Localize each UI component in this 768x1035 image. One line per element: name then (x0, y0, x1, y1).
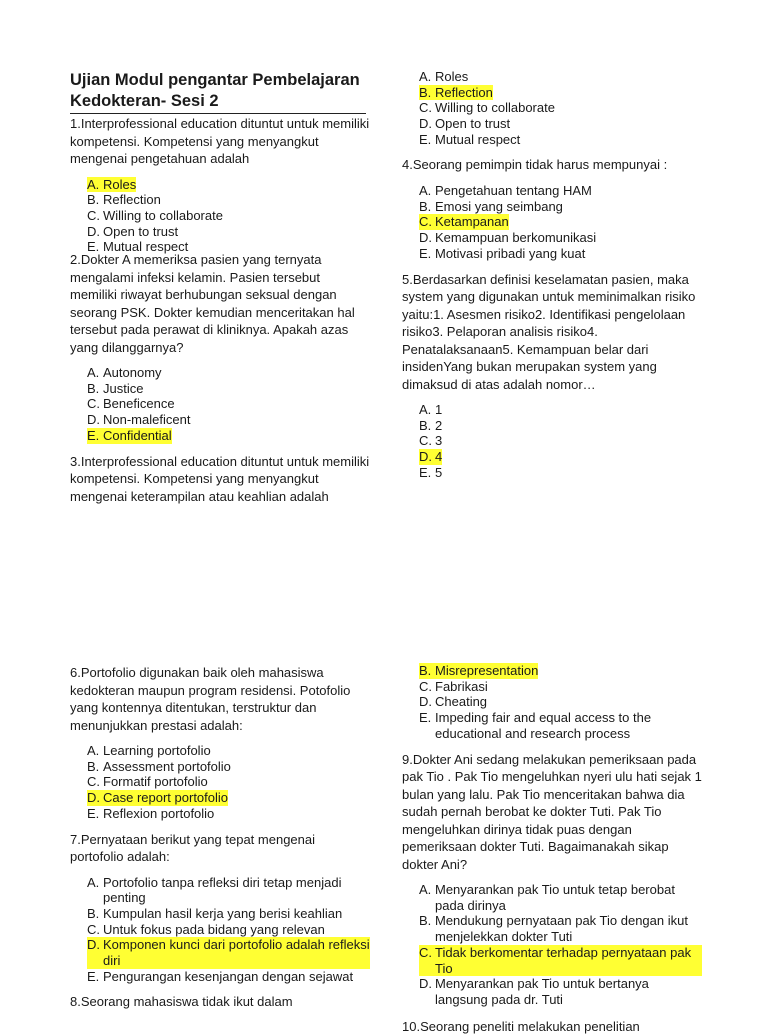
document-title: Ujian Modul pengantar Pembelajaran Kedokteran- Sesi 2 (70, 70, 366, 114)
option-text: 5 (435, 464, 443, 480)
answer-option (419, 710, 702, 741)
page1-right-column (402, 69, 702, 481)
option-letter: D. (419, 694, 432, 710)
option-text: Motivasi pribadi yang kuat (435, 245, 586, 261)
option-text: Autonomy (103, 365, 162, 381)
option-text: Open to trust (103, 223, 179, 239)
question-6: 6.Portofolio digunakan baik oleh mahasiswa kedokteran maupun program residensi. Potofolio yang kontennya ditentukan, terstruktur dan menunjukkan prestasi adalah: (70, 665, 351, 733)
option-text: Open to trust (435, 116, 511, 132)
option-letter: D. (87, 790, 103, 806)
option-letter: C. (419, 433, 432, 449)
option-text: Beneficence (103, 396, 175, 412)
option-letter: B. (419, 663, 435, 679)
option-letter: A. (87, 743, 100, 758)
option-text: 1 (435, 402, 443, 418)
option-letter: A. (87, 874, 100, 890)
option-text: Reflexion portofolio (103, 805, 215, 821)
question-1: 1.Interprofessional education dituntut untuk memiliki kompetensi. Kompetensi yang menyangkut mengenai pengetahuan adalah (70, 116, 370, 166)
option-letter: C. (87, 207, 100, 223)
answer-option-highlighted (419, 85, 702, 101)
answer-option (419, 465, 702, 481)
question-3: 3.Interprofessional education dituntut untuk memiliki kompetensi. Kompetensi yang menyangkut mengenai keterampilan atau keahlian adalah (70, 453, 370, 504)
option-text: Willing to collaborate (103, 207, 223, 223)
answer-option (419, 116, 702, 132)
option-text: Roles (103, 176, 137, 192)
answer-option (419, 402, 702, 418)
option-letter: B. (419, 417, 432, 433)
answer-option (87, 208, 370, 224)
question-9: 9.Dokter Ani sedang melakukan pemeriksaan pada pak Tio . Pak Tio mengeluhkan nyeri ulu hati sejak 1 bulan yang lalu. Pak Tio menceritakan bahwa dia sudah pernah berobat ke dokter Tuti. Pak Tio mengeluhkan dirinya tidak puas dengan pemeriksaan dokter Tuti. Bagaimanakah sikap dokter Ani? (402, 751, 702, 872)
answer-option (419, 913, 702, 944)
question-6-options (87, 743, 370, 822)
option-letter: B. (87, 192, 100, 208)
option-text: Mutual respect (103, 239, 189, 255)
option-text: Menyarankan pak Tio untuk bertanya langsung pada dr. Tuti (435, 976, 649, 1007)
answer-option (87, 396, 370, 412)
answer-option (87, 969, 370, 985)
option-letter: D. (87, 937, 103, 968)
option-text: Misrepresentation (435, 663, 539, 678)
answer-option (419, 679, 702, 695)
option-letter: C. (87, 921, 100, 937)
option-letter: C. (419, 100, 432, 116)
page2-left-column (70, 664, 370, 1011)
option-text: Kumpulan hasil kerja yang berisi keahlian (103, 905, 343, 921)
option-letter: E. (87, 428, 103, 444)
answer-option (419, 199, 702, 215)
option-text: Willing to collaborate (435, 100, 555, 116)
option-letter: B. (419, 198, 432, 214)
answer-option (87, 922, 370, 938)
option-letter: E. (87, 805, 100, 821)
option-letter: A. (87, 365, 100, 381)
answer-option (419, 100, 702, 116)
option-letter: A. (419, 882, 432, 898)
answer-option-highlighted (87, 937, 370, 968)
answer-option-highlighted (419, 214, 702, 230)
option-letter: C. (87, 396, 100, 412)
question-4: 4.Seorang pemimpin tidak harus mempunyai : (402, 156, 668, 172)
answer-option (419, 230, 702, 246)
option-letter: E. (87, 968, 100, 984)
option-text: Formatif portofolio (103, 774, 208, 790)
option-letter: A. (419, 402, 432, 418)
answer-option (87, 875, 370, 906)
option-letter: A. (419, 69, 432, 84)
option-letter: C. (419, 214, 435, 230)
option-text: Fabrikasi (435, 678, 488, 694)
question-9-options (419, 882, 702, 1008)
question-2-options (87, 365, 370, 444)
answer-option (419, 418, 702, 434)
option-text: Justice (103, 380, 144, 396)
answer-option-highlighted (419, 945, 702, 976)
option-text: Kemampuan berkomunikasi (435, 230, 597, 246)
option-letter: B. (87, 905, 100, 921)
option-text: Impeding fair and equal access to the educational and research process (435, 710, 652, 741)
option-letter: B. (87, 758, 100, 774)
option-text: Tidak berkomentar terhadap pernyataan pak Tio (435, 945, 702, 976)
option-text: Assessment portofolio (103, 758, 231, 774)
page2-right-column (402, 663, 702, 1035)
option-text: Menyarankan pak Tio untuk tetap berobat pada dirinya (435, 882, 675, 913)
option-letter: B. (419, 85, 435, 101)
answer-option (87, 381, 370, 397)
option-text: Non-maleficent (103, 412, 191, 428)
question-4-options (419, 183, 702, 262)
option-text: Learning portofolio (103, 743, 211, 758)
option-text: Mutual respect (435, 131, 521, 147)
option-text: Komponen kunci dari portofolio adalah refleksi diri (103, 937, 370, 969)
question-5: 5.Berdasarkan definisi keselamatan pasien, maka system yang digunakan untuk meminimalkan risiko yaitu:1. Asesmen risiko2. Identifikasi pengelolaan risiko3. Pelaporan analisis risiko4. Penatalaksanaan5. Kemampuan belar dari insidenYang bukan merupakan system yang dimaksud di atas adalah nomor… (402, 271, 696, 392)
answer-option (87, 774, 370, 790)
option-letter: D. (419, 230, 432, 246)
option-text: 2 (435, 417, 443, 433)
answer-option (87, 906, 370, 922)
option-letter: C. (419, 678, 432, 694)
option-text: Reflection (103, 192, 161, 208)
answer-option (87, 192, 370, 208)
option-text: Pengetahuan tentang HAM (435, 183, 592, 199)
option-letter: D. (419, 116, 432, 132)
page1-left-column (70, 70, 370, 505)
answer-option (419, 183, 702, 199)
option-letter: B. (87, 380, 100, 396)
answer-option (419, 132, 702, 148)
option-letter: E. (419, 245, 432, 261)
option-text: Portofolio tanpa refleksi diri tetap menjadi penting (103, 874, 342, 906)
option-text: Ketampanan (435, 214, 509, 230)
answer-option (419, 69, 702, 85)
option-letter: C. (419, 945, 435, 976)
option-letter: C. (87, 774, 100, 790)
option-letter: D. (419, 449, 435, 465)
option-text: Emosi yang seimbang (435, 198, 563, 214)
option-letter: D. (87, 412, 100, 428)
answer-option (87, 365, 370, 381)
question-5-options (419, 402, 702, 481)
option-text: Case report portofolio (103, 790, 229, 806)
answer-option (87, 412, 370, 428)
answer-option (87, 759, 370, 775)
option-text: 3 (435, 433, 443, 449)
question-7: 7.Pernyataan berikut yang tepat mengenai portofolio adalah: (70, 831, 316, 865)
answer-option-highlighted (419, 663, 702, 679)
option-text: Roles (435, 69, 469, 84)
option-letter: A. (419, 183, 432, 199)
answer-option-highlighted (87, 177, 370, 193)
answer-option (87, 224, 370, 240)
option-text: Untuk fokus pada bidang yang relevan (103, 921, 325, 937)
question-3-options (419, 69, 702, 148)
question-8-options (419, 663, 702, 742)
option-text: Reflection (435, 84, 493, 100)
answer-option (419, 433, 702, 449)
answer-option-highlighted (87, 790, 370, 806)
option-letter: D. (419, 976, 432, 992)
option-letter: A. (87, 177, 103, 193)
question-1-options (87, 177, 370, 256)
option-letter: E. (419, 131, 432, 147)
answer-option (87, 743, 370, 759)
answer-option (419, 976, 702, 1007)
question-10: 10.Seorang peneliti melakukan penelitian (402, 1018, 640, 1034)
option-letter: E. (419, 464, 432, 480)
answer-option (419, 694, 702, 710)
option-text: 4 (435, 449, 443, 465)
answer-option (419, 882, 702, 913)
answer-option-highlighted (87, 428, 370, 444)
question-7-options (87, 875, 370, 985)
question-2: 2.Dokter A memeriksa pasien yang ternyata mengalami infeksi kelamin. Pasien tersebut memiliki riwayat berhubungan seksual dengan seorang PSK. Dokter kemudian menceritakan hal tersebut pada perawat di kliniknya. Apakah azas yang dilanggarnya? (70, 252, 355, 355)
answer-option-highlighted (419, 449, 702, 465)
option-letter: B. (419, 913, 432, 929)
option-text: Pengurangan kesenjangan dengan sejawat (103, 968, 354, 984)
option-text: Confidential (103, 427, 172, 443)
option-letter: D. (87, 223, 100, 239)
answer-option (87, 806, 370, 822)
answer-option (419, 246, 702, 262)
question-8: 8.Seorang mahasiswa tidak ikut dalam (70, 994, 293, 1010)
option-text: Mendukung pernyataan pak Tio dengan ikut menjelekkan dokter Tuti (435, 913, 688, 945)
option-text: Cheating (435, 694, 488, 710)
option-letter: E. (419, 710, 432, 726)
option-letter: E. (87, 239, 100, 255)
